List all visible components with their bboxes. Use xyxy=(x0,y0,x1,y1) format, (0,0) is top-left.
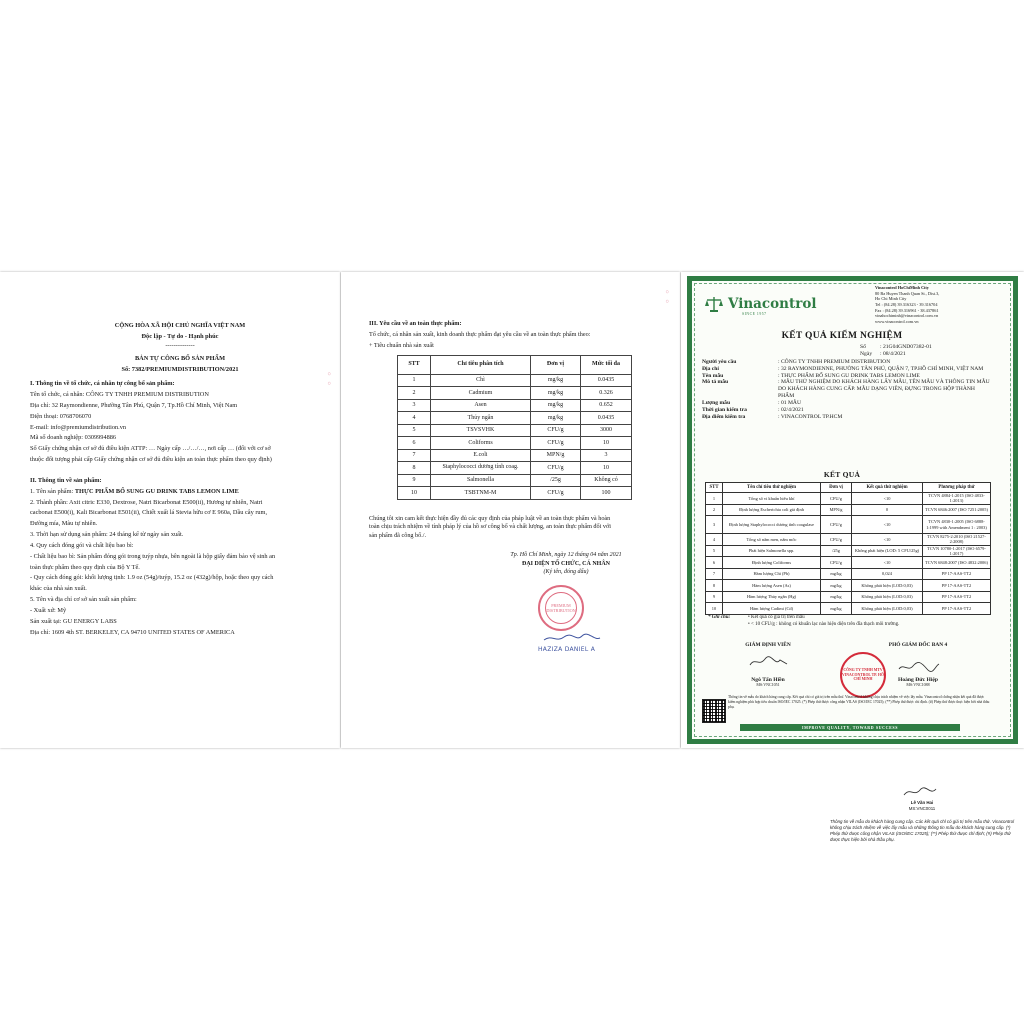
col-stt: STT xyxy=(398,355,431,374)
col-result: Kết quả thử nghiệm xyxy=(852,483,923,493)
cell-test: Tổng số nấm men, nấm mốc xyxy=(723,534,821,546)
cell-max: 3000 xyxy=(581,424,632,437)
company-stamp xyxy=(538,585,584,631)
cell-unit: mg/kg xyxy=(531,374,581,387)
vinacontrol-logo xyxy=(698,290,823,318)
cell-test: Hàm lượng Asen (As) xyxy=(723,580,821,592)
cell-max: 3 xyxy=(581,449,632,462)
org-name: Tên tổ chức, cá nhân: CÔNG TY TNHH PREMIUM DISTRIBUTION xyxy=(30,391,209,399)
table-row xyxy=(706,568,991,580)
inspector-name-block xyxy=(718,677,818,688)
signer-name: HAZIZA DANIEL A xyxy=(538,646,596,653)
table-row xyxy=(706,493,991,505)
info-key: Tên mẫu xyxy=(702,372,724,379)
packaging-heading: 4. Quy cách đóng gói và chất liệu bao bì: xyxy=(30,541,134,549)
ingredients-3: Đường mía, Màu tự nhiên. xyxy=(30,520,98,528)
org-tax-id: Mã số doanh nghiệp: 0309994886 xyxy=(30,434,117,442)
edge-watermark-icon: ◦ ◦ xyxy=(322,371,337,387)
cell-max: Không có xyxy=(581,474,632,487)
packaging-material: - Chất liệu bao bì: Sản phẩm đóng gói trong tuýp nhựa, bên ngoài là hộp giấy đảm bảo vệ sinh an xyxy=(30,552,276,560)
cell-unit: MPN/g xyxy=(821,504,852,516)
inspector-signature-icon xyxy=(747,655,791,669)
signature-block xyxy=(481,551,651,577)
cell-criterion: Thủy ngân xyxy=(431,412,531,425)
info-value: : 02/4/2021 xyxy=(778,406,804,413)
cell-unit: CFU/g xyxy=(821,516,852,534)
logo-since: SINCE 1957 xyxy=(742,312,767,316)
cell-max: 10 xyxy=(581,462,632,475)
director-ms: MS:VNC1088 xyxy=(906,682,930,688)
org-certificate: Số Giấy chứng nhận cơ sở đủ điều kiện ATTP: … Ngày cấp …/…/…, nơi cấp … (đối với cơ sở xyxy=(30,445,271,453)
info-key: Địa điểm kiểm tra xyxy=(702,413,746,420)
cell-test: Phát hiện Salmonella spp. xyxy=(723,545,821,557)
inspector-name: Ngô Tấn Hiền xyxy=(751,677,785,683)
table-row xyxy=(706,545,991,557)
sample-info xyxy=(702,359,992,420)
cell-stt: 7 xyxy=(706,568,723,580)
cell-max: 0.326 xyxy=(581,387,632,400)
cell-stt: 1 xyxy=(398,374,431,387)
so-label: Số xyxy=(860,344,866,350)
product-name-line xyxy=(30,487,330,498)
edge-watermark-icon: ◦ ◦ xyxy=(660,289,675,305)
lab-street: 80 Ba Huyen Thanh Quan St., Dist.3, xyxy=(875,290,940,296)
cell-result: 0 xyxy=(852,504,923,516)
section-ii-heading: II. Thông tin về sản phẩm: xyxy=(30,476,102,484)
cell-result: Không phát hiện (LOD: 5 CFU/25g) xyxy=(852,545,923,557)
cell-stt: 3 xyxy=(706,516,723,534)
cell-result: <10 xyxy=(852,493,923,505)
director-name-block xyxy=(868,677,968,688)
cell-criterion: TSVSVHK xyxy=(431,424,531,437)
packaging-material-cont: toàn thực phẩm theo quy định của Bộ Y Tế. xyxy=(30,563,140,571)
cell-method: TCVN 4884-1:2015 (ISO 4833-1:2013) xyxy=(923,493,991,505)
col-max: Mức tối đa xyxy=(581,355,632,374)
results-table xyxy=(705,482,991,615)
cell-unit: CFU/g xyxy=(821,534,852,546)
strip-signer-name: Lê Văn Hai xyxy=(910,800,934,805)
cell-criterion: Chì xyxy=(431,374,531,387)
inspector-title: GIÁM ĐỊNH VIÊN xyxy=(745,642,791,648)
cell-result: 0,024 xyxy=(852,568,923,580)
cell-method: TCVN 4830-1:2005 (ISO 6888-1:1999 with Amendment 1 : 2003) xyxy=(923,516,991,534)
cell-stt: 6 xyxy=(706,557,723,569)
director-signature-icon xyxy=(897,660,941,674)
cell-test: Định lượng Staphylococci dương tính coagulase xyxy=(723,516,821,534)
table-row xyxy=(706,591,991,603)
origin: - Xuất xứ: Mỹ xyxy=(30,606,67,614)
lab-email: vinahochiminh@vinacontrol.com.vn xyxy=(875,313,939,319)
declaration-page-2 xyxy=(341,272,680,748)
col-stt: STT xyxy=(706,483,723,493)
manufacturer-address: Địa chỉ: 1609 4th ST. BERKELEY, CA 94710 UNITED STATES OF AMERICA xyxy=(30,628,235,636)
cell-stt: 8 xyxy=(706,580,723,592)
note-2: • < 10 CFU/g : không có khuẩn lạc nào hiện diện trên đĩa thạch môi trường. xyxy=(748,621,900,627)
cell-unit: mg/kg xyxy=(821,603,852,615)
logo-text: Vinacontrol xyxy=(728,296,817,312)
col-unit: Đơn vị xyxy=(531,355,581,374)
cell-stt: 10 xyxy=(398,487,431,500)
cell-criterion: Salmonella xyxy=(431,474,531,487)
table-row xyxy=(706,580,991,592)
signature-scribble-icon xyxy=(542,632,602,644)
cell-test: Định lượng Coliforms xyxy=(723,557,821,569)
cell-method: PP 17-AAS-TT2 xyxy=(923,603,991,615)
org-address: Địa chỉ: 32 Raymondienne, Phường Tân Phú, Quận 7, Tp.Hồ Chí Minh, Việt Nam xyxy=(30,402,238,409)
cell-unit: MPN/g xyxy=(531,449,581,462)
cell-unit: CFU/g xyxy=(821,557,852,569)
lab-fax: Fax : (84.28) 39.316961 - 38.437861 xyxy=(875,307,939,313)
info-row xyxy=(702,400,992,407)
cell-unit: CFU/g xyxy=(531,424,581,437)
cell-criterion: Staphylococci dương tính coag. xyxy=(431,462,531,475)
shelf-life: 3. Thời hạn sử dụng sản phẩm: 24 tháng kể từ ngày sản xuất. xyxy=(30,531,184,539)
cell-stt: 9 xyxy=(706,591,723,603)
cell-stt: 2 xyxy=(706,504,723,516)
table-row xyxy=(706,557,991,569)
scales-icon xyxy=(704,295,724,313)
col-test: Tên chỉ tiêu thử nghiệm xyxy=(723,483,821,493)
stamp-text: CÔNG TY TNHH MTV VINACONTROL TP. HỒ CHÍ MINH xyxy=(842,668,884,682)
cell-stt: 2 xyxy=(398,387,431,400)
info-row xyxy=(702,366,992,373)
cell-unit: mg/kg xyxy=(531,399,581,412)
cell-test: Hàm lượng Thủy ngân (Hg) xyxy=(723,591,821,603)
cell-method: TCVN 8275-2:2010 (ISO 21527-2:2008) xyxy=(923,534,991,546)
info-value: : MẪU THỬ NGHIỆM DO KHÁCH HÀNG LẤY MẪU, TÊN MẪU VÀ THÔNG TIN MẪU DO KHÁCH HÀNG CUNG CẤP. MẪU DẠNG VIÊN, ĐỰNG TRONG HỘP THÀNH PHẨM xyxy=(778,379,990,400)
cell-method: PP 17-AAS-TT2 xyxy=(923,591,991,603)
cell-stt: 5 xyxy=(706,545,723,557)
commitment-2: toàn chịu trách nhiệm về tính pháp lý của hồ sơ công bố và chất lượng, an toàn thực phẩm đối với xyxy=(369,523,611,531)
cell-max: 0.0435 xyxy=(581,412,632,425)
org-phone: Điện thoại: 0768706070 xyxy=(30,412,92,420)
safety-limits-table xyxy=(397,355,632,500)
results-title: KẾT QUẢ xyxy=(823,470,861,479)
cell-method: TCVN 6846:2007 (ISO 7251:2005) xyxy=(923,504,991,516)
table-row xyxy=(706,534,991,546)
cell-unit: CFU/g xyxy=(821,493,852,505)
table-row xyxy=(398,387,632,400)
document-title: BẢN TỰ CÔNG BỐ SẢN PHẨM xyxy=(134,354,226,362)
table-row xyxy=(398,374,632,387)
cell-stt: 1 xyxy=(706,493,723,505)
qr-code-icon xyxy=(702,699,726,723)
cell-criterion: Cadmium xyxy=(431,387,531,400)
table-row xyxy=(398,449,632,462)
ngay-value: : 08/4/2021 xyxy=(880,351,906,358)
col-unit: Đơn vị xyxy=(821,483,852,493)
ngay-label: Ngày xyxy=(860,351,873,358)
info-value: : THỰC PHẨM BỔ SUNG GU DRINK TABS LEMON LIME xyxy=(778,372,920,379)
commitment-1: Chúng tôi xin cam kết thực hiện đầy đủ các quy định của pháp luật về an toàn thực phẩm và hoàn xyxy=(369,514,611,522)
certificate-title: KẾT QUẢ KIỂM NGHIỆM xyxy=(781,331,903,341)
lab-web: www.vinacontrol.com.vn xyxy=(875,319,919,325)
strip-signer xyxy=(892,800,952,812)
cell-result: <10 xyxy=(852,516,923,534)
cell-stt: 8 xyxy=(398,462,431,475)
cell-stt: 5 xyxy=(398,424,431,437)
table-row xyxy=(398,412,632,425)
cell-test: Định lượng Escherichia coli giả định xyxy=(723,504,821,516)
cell-test: Tổng số vi khuẩn hiếu khí xyxy=(723,493,821,505)
motto-dash: -------------- xyxy=(165,341,195,349)
test-result-certificate xyxy=(681,272,1024,748)
table-header-row xyxy=(398,355,632,374)
note-label: * Ghi chú: xyxy=(708,615,731,620)
cell-method: TCVN 10780-1:2017 (ISO 6579-1:2017) xyxy=(923,545,991,557)
packaging-spec-cont: khác của nhà sản xuất. xyxy=(30,585,87,593)
info-row xyxy=(702,414,992,421)
table-row xyxy=(706,516,991,534)
so-value: : 21G04GND07382-01 xyxy=(880,344,932,350)
info-key: Mô tả mẫu xyxy=(702,379,729,386)
cell-max: 100 xyxy=(581,487,632,500)
info-key: Lượng mẫu xyxy=(702,399,731,406)
cell-max: 10 xyxy=(581,437,632,450)
certificate-footer: Thông tin về mẫu do khách hàng cung cấp. Kết quả chỉ có giá trị trên mẫu thử. Vinacontrol không chịu trách nhiệm về việc lấy mẫu. Vinacontrol chứng nhận kết quả đã được kiểm nghiệm phù hợp tiêu chuẩn ISO/IEC 17025. (*) Phép thử được công nhận VILAS (ISO/IEC 17025); (**) Phép thử được chỉ định. (#) Phép thử được thực hiện bởi nhà thầu phụ. xyxy=(728,695,990,709)
safety-intro: Tổ chức, cá nhân sản xuất, kinh doanh thực phẩm đạt yêu cầu về an toàn thực phẩm theo: xyxy=(369,330,591,338)
info-key: Người yêu cầu xyxy=(702,359,737,365)
cell-result: <10 xyxy=(852,557,923,569)
notes xyxy=(708,615,993,629)
cell-stt: 10 xyxy=(706,603,723,615)
cell-criterion: Asen xyxy=(431,399,531,412)
deputy-director-title: PHÓ GIÁM ĐỐC BAN 4 xyxy=(888,642,948,648)
place-date: Tp. Hồ Chí Minh, ngày 12 tháng 04 năm 2021 xyxy=(510,552,622,558)
cell-unit: mg/kg xyxy=(821,591,852,603)
info-row xyxy=(702,359,992,366)
cell-stt: 9 xyxy=(398,474,431,487)
cell-criterion: Coliforms xyxy=(431,437,531,450)
ingredients-2: cacbonat E500(i), Kali Bicarbonat E501(ii), Chiết xuất lá Stevia hữu cơ E 960a, Dầu cây rum, xyxy=(30,509,268,517)
cell-stt: 3 xyxy=(398,399,431,412)
cell-unit: mg/kg xyxy=(531,412,581,425)
table-row xyxy=(398,399,632,412)
cell-stt: 4 xyxy=(706,534,723,546)
cell-unit: mg/kg xyxy=(821,580,852,592)
cell-criterion: TSBTNM-M xyxy=(431,487,531,500)
cell-unit: CFU/g xyxy=(531,437,581,450)
table-row xyxy=(398,487,632,500)
table-row xyxy=(706,603,991,615)
org-certificate-cont: thuộc đối tượng phải cấp Giấy chứng nhận cơ sở đủ điều kiện an toàn thực phẩm theo quy định) xyxy=(30,456,272,464)
info-value: : VINACONTROL TP.HCM xyxy=(778,413,843,420)
product-name-prefix: 1. Tên sản phẩm: xyxy=(30,487,75,495)
slogan-banner: IMPROVE QUALITY, TOWARD SUCCESS xyxy=(740,724,960,731)
table-row xyxy=(398,474,632,487)
cell-unit: mg/kg xyxy=(821,568,852,580)
cell-stt: 6 xyxy=(398,437,431,450)
vinacontrol-stamp xyxy=(840,652,886,698)
info-row xyxy=(702,379,992,399)
info-value: : CÔNG TY TNHH PREMIUM DISTRIBUTION xyxy=(778,359,891,365)
info-key: Thời gian kiểm tra xyxy=(702,406,747,413)
cell-stt: 4 xyxy=(398,412,431,425)
table-row xyxy=(398,437,632,450)
lab-name: Vinacontrol HoChiMinh City xyxy=(875,285,929,290)
note-1: • Kết quả có giá trị trên mẫu xyxy=(748,615,805,620)
cell-method: TCVN 6848:2007 (ISO 4832:2006) xyxy=(923,557,991,569)
cell-unit: /25g xyxy=(531,474,581,487)
representative-note: (Ký tên, đóng dấu) xyxy=(543,569,589,576)
ingredients-1: 2. Thành phần: Axit citric E330, Dextrose, Natri Bicarbonat E500(ii), Hương tự nhiên, Natri xyxy=(30,498,263,506)
safety-standard: + Tiêu chuẩn nhà sản xuất xyxy=(369,341,434,349)
national-title: CỘNG HÒA XÃ HỘI CHỦ NGHĨA VIỆT NAM xyxy=(114,322,246,329)
director-name: Hoàng Đức Hiệp xyxy=(897,677,939,683)
info-key: Địa chỉ xyxy=(702,365,719,372)
stamp-text: PREMIUM DISTRIBUTION xyxy=(546,603,576,613)
cell-result: Không phát hiện (LOD:0,03) xyxy=(852,603,923,615)
cell-max: 0.0435 xyxy=(581,374,632,387)
org-email: E-mail: info@premiumdistribution.vn xyxy=(30,423,127,431)
col-method: Phương pháp thử xyxy=(923,483,991,493)
certificate-number xyxy=(860,344,932,359)
lab-address xyxy=(875,285,995,325)
cell-test: Hàm lượng Cadimi (Cd) xyxy=(723,603,821,615)
lab-city: Ho Chi Minh City xyxy=(875,296,907,302)
col-criterion: Chỉ tiêu phân tích xyxy=(431,355,531,374)
cell-max: 0.652 xyxy=(581,399,632,412)
manufacturer-name: Sản xuất tại: GU ENERGY LABS xyxy=(30,617,117,625)
signature-icon xyxy=(900,785,940,799)
declaration-page-1 xyxy=(0,272,340,748)
table-header-row xyxy=(706,483,991,493)
table-row xyxy=(398,424,632,437)
cell-unit: /25g xyxy=(821,545,852,557)
motto: Độc lập - Tự do - Hạnh phúc xyxy=(141,332,219,340)
manufacturer-heading: 5. Tên và địa chỉ cơ sở sản xuất sản phẩm: xyxy=(30,596,137,604)
cell-unit: CFU/g xyxy=(531,462,581,475)
cell-unit: mg/kg xyxy=(531,387,581,400)
section-iii-heading: III. Yêu cầu về an toàn thực phẩm: xyxy=(369,320,462,327)
inspector-ms: MS:VNC1051 xyxy=(756,682,780,688)
info-value: : 32 RAYMONDIENNE, PHƯỜNG TÂN PHÚ, QUẬN 7, TP.HỒ CHÍ MINH, VIỆT NAM xyxy=(778,365,984,372)
strip-signer-ms: MS:VNC0011 xyxy=(908,805,936,811)
table-row xyxy=(398,462,632,475)
cell-criterion: E.coli xyxy=(431,449,531,462)
cell-result: <10 xyxy=(852,534,923,546)
info-row xyxy=(702,407,992,414)
cell-unit: CFU/g xyxy=(531,487,581,500)
strip-footer: Thông tin về mẫu do khách hàng cung cấp. Các kết quả chỉ có giá trị trên mẫu thử. Vinacontrol không chịu trách nhiệm về việc lấy mẫu và những thông tin mẫu do khách hàng cung cấp. (*) Phép thử được công nhận VILAS (ISO/IEC 17025); (**) Phép thử được chỉ định; (#) Phép thử được thực hiện bởi nhà thầu phụ. xyxy=(830,819,1015,842)
table-row xyxy=(706,504,991,516)
section-i-heading: I. Thông tin về tổ chức, cá nhân tự công bố sản phẩm: xyxy=(30,380,175,388)
commitment-3: sản phẩm đã công bố./. xyxy=(369,532,427,540)
cell-method: PP 17-AAS-TT2 xyxy=(923,580,991,592)
info-value: : 01 MẪU xyxy=(778,399,801,406)
cell-result: Không phát hiện (LOD:0,03) xyxy=(852,580,923,592)
cell-result: Không phát hiện (LOD:0,03) xyxy=(852,591,923,603)
representative-title: ĐẠI DIỆN TỔ CHỨC, CÁ NHÂN xyxy=(521,560,610,567)
cell-method: PP 17-AAS-TT2 xyxy=(923,568,991,580)
cell-stt: 7 xyxy=(398,449,431,462)
cell-test: Hàm lượng Chì (Pb) xyxy=(723,568,821,580)
document-number: Số: 7382/PREMIUMDISTRIBUTION/2021 xyxy=(121,365,239,373)
lab-tel: Tel : (84.28) 39.316323 - 39.316704 xyxy=(875,302,938,308)
product-name: THỰC PHẨM BỔ SUNG GU DRINK TABS LEMON LIME xyxy=(74,487,239,495)
packaging-spec: - Quy cách đóng gói: khối lượng tịnh: 1.9 oz (54g)/tuýp, 15.2 oz (432g)/hộp, hoặc theo quy cách xyxy=(30,574,274,582)
certificate-frame xyxy=(687,276,1018,744)
